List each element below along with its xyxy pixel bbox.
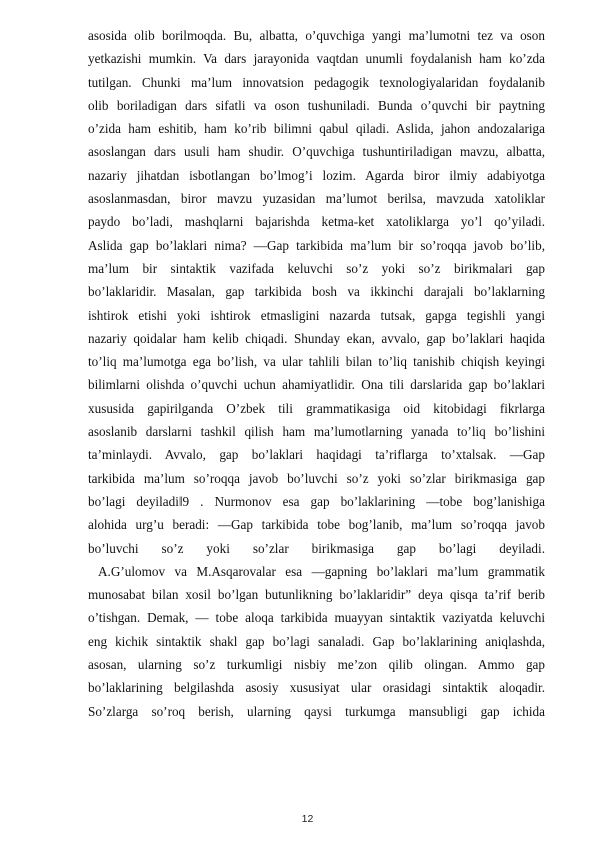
text-line: yetkazishi mumkin. Va dars jarayonida vaqtdan unumli foydalanish ham ko’zda: [88, 51, 545, 67]
text-line: bo’lagi deyiladi‖9 . Nurmonov esa gap bo’laklarining ―tobe bog’lanishiga: [88, 493, 545, 509]
text-line: asosida olib borilmoqda. Bu, albatta, o’quvchiga yangi ma’lumotni tez va oson: [88, 28, 545, 43]
text-line: o’zida ham eshitib, ham ko’rib bilimni qabul qiladi. Aslida, jahon andozalariga: [88, 121, 545, 137]
text-line: to’liq ma’lumotga ega bo’lish, va ular tahlili bilan to’liq tanishib chiqish keyingi: [88, 354, 545, 370]
text-line: tutilgan. Chunki ma’lum innovatsion pedagogik texnologiyalaridan foydalanib: [88, 74, 545, 90]
text-line: nazariy jihatdan isbotlangan bo’lmog’i lozim. Agarda biror ilmiy adabiyotga: [88, 167, 545, 183]
text-line: paydo bo’ladi, mashqlarni bajarishda ketma-ket xatoliklarga yo’l qo’yiladi.: [88, 214, 545, 230]
text-line: alohida urg’u beradi: ―Gap tarkibida tobe bog’lanib, ma’lum so’roqqa javob: [88, 517, 545, 533]
text-line: bilimlarni olishda o’quvchi uchun ahamiyatlidir. Ona tili darslarida gap bo’laklari: [88, 377, 545, 393]
text-line: nazariy qoidalar ham kelib chiqadi. Shunday ekan, avvalo, gap bo’laklari haqida: [88, 330, 545, 346]
text-line: Aslida gap bo’laklari nima? ―Gap tarkibida ma’lum bir so’roqqa javob bo’lib,: [88, 237, 545, 253]
text-line: ishtirok etishi yoki ishtirok etmasligini nazarda tutsak, gapga tegishli yangi: [88, 307, 545, 323]
text-line: o’tishgan. Demak, ― tobe aloqa tarkibida muayyan sintaktik vaziyatda keluvchi: [88, 610, 545, 626]
text-line: tarkibida ma’lum so’roqqa javob bo’luvchi so’z yoki so’zlar birikmasiga gap: [88, 470, 545, 486]
text-line: ta’minlaydi. Avvalo, gap bo’laklari haqidagi ta’riflarga to’xtalsak. ―Gap: [88, 447, 545, 463]
text-line: asoslanib darslarni tashkil qilish ham ma’lumotlarning yanada to’liq bo’lishini: [88, 424, 545, 440]
text-line: asosan, ularning so’z turkumligi nisbiy me’zon qilib olingan. Ammo gap: [88, 657, 545, 673]
text-line: munosabat bilan xosil bo’lgan butunlikning bo’laklaridir” deya qisqa ta’rif berib: [88, 587, 545, 603]
body-text: [88, 24, 545, 723]
text-line: asoslanmasdan, biror mavzu yuzasidan ma’lumot berilsa, mavzuda xatoliklar: [88, 191, 545, 207]
text-line: A.G’ulomov va M.Asqarovalar esa ―gapning bo’laklari ma’lum grammatik: [98, 563, 545, 579]
text-line: bo’laklarining belgilashda asosiy xususiyat ular orasidagi sintaktik aloqadir.: [88, 680, 545, 696]
text-line: bo’laklaridir. Masalan, gap tarkibida bosh va ikkinchi darajali bo’laklarning: [88, 284, 545, 300]
text-line: xususida gapirilganda O’zbek tili grammatikasiga oid kitobidagi fikrlarga: [88, 400, 545, 416]
page-number: 12: [301, 813, 314, 825]
text-line: olib boriladigan dars sifatli va oson tushuniladi. Bunda o’quvchi bir paytning: [88, 97, 545, 113]
text-line: bo’luvchi so’z yoki so’zlar birikmasiga gap bo’lagi deyiladi.: [88, 540, 545, 556]
text-line: asoslangan dars usuli ham shudir. O’quvchiga tushuntiriladigan mavzu, albatta,: [88, 144, 545, 160]
text-line: ma’lum bir sintaktik vazifada keluvchi so’z yoki so’z birikmalari gap: [88, 260, 545, 276]
text-line: So’zlarga so’roq berish, ularning qaysi turkumga mansubligi gap ichida: [88, 703, 545, 719]
text-line: eng kichik sintaktik shakl gap bo’lagi sanaladi. Gap bo’laklarining aniqlashda,: [88, 633, 545, 649]
